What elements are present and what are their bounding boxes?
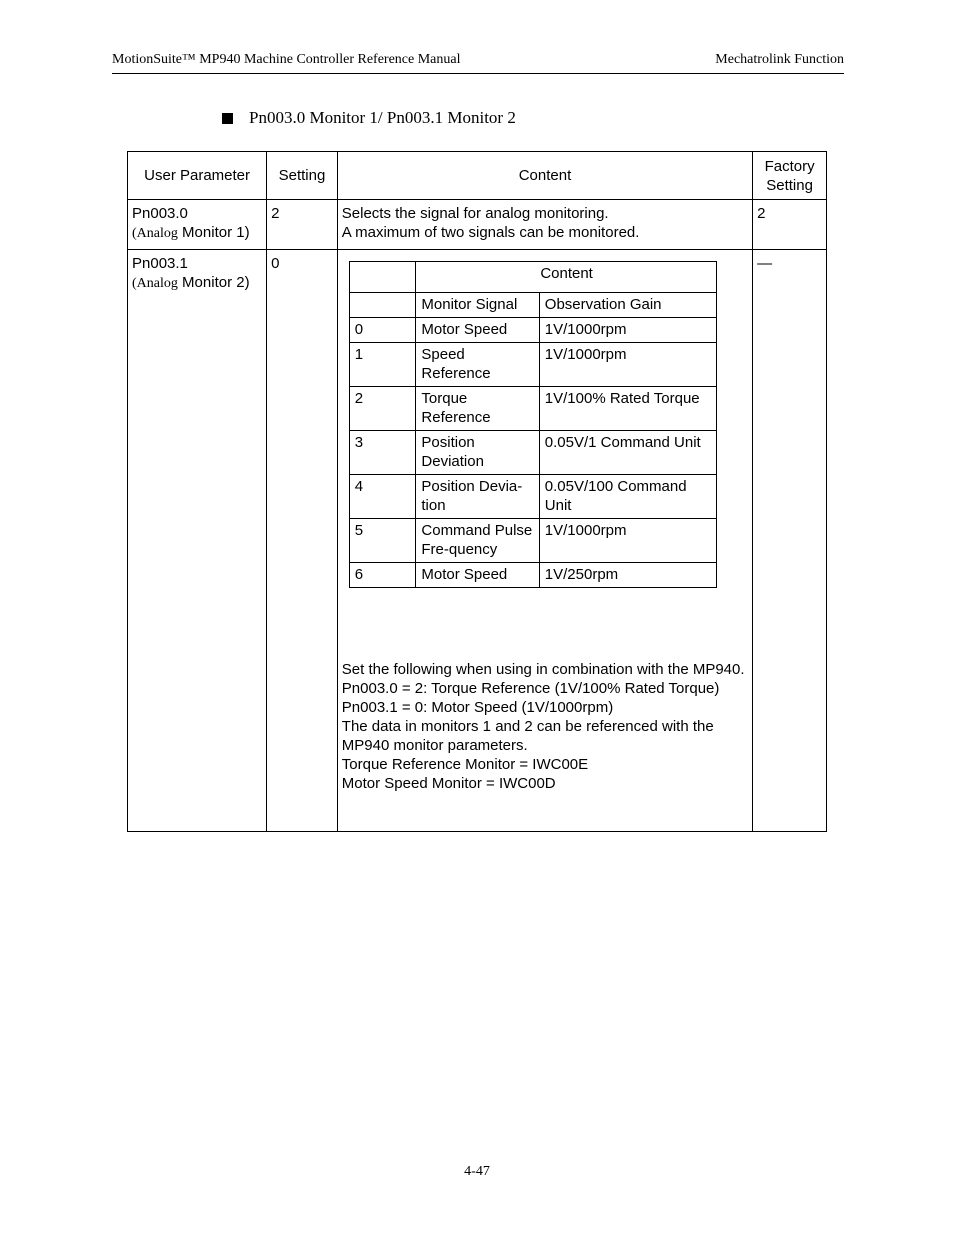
note-line: Set the following when using in combination with the MP940.	[341, 661, 745, 678]
note-line: Pn003.1 = 0: Motor Speed (1V/1000rpm)	[341, 699, 614, 716]
page-number: 4-47	[464, 1164, 490, 1179]
square-bullet-icon	[222, 113, 233, 124]
note-line: Motor Speed Monitor = IWC00D	[341, 775, 556, 792]
section-title-text: Pn003.0 Monitor 1/ Pn003.1 Monitor 2	[249, 108, 516, 127]
note-line: Pn003.0 = 2: Torque Reference (1V/100% Rated Torque)	[341, 680, 720, 697]
inner-subheader-row	[349, 293, 716, 318]
param-name: Pn003.0	[132, 205, 188, 222]
page-header	[112, 52, 844, 74]
table-row	[128, 250, 827, 832]
param-name: Pn003.1	[132, 255, 188, 272]
setting-cell: 2	[267, 200, 338, 250]
table-header-row	[128, 152, 827, 200]
inner-col-header	[349, 293, 416, 318]
param-cell	[128, 250, 267, 832]
section-title	[222, 108, 516, 128]
header-factory-setting: Factory Setting	[753, 152, 827, 200]
manual-title: MotionSuite™ MP940 Machine Controller Reference Manual	[112, 52, 461, 67]
inner-header-row	[349, 262, 716, 293]
usage-notes	[342, 660, 748, 793]
factory-cell: 2	[753, 200, 827, 250]
inner-row: 1 Speed Reference 1V/1000rpm	[349, 343, 716, 387]
inner-row: 3 Position Deviation 0.05V/1 Command Unit	[349, 431, 716, 475]
inner-row: 0 Motor Speed 1V/1000rpm	[349, 318, 716, 343]
inner-row: 5 Command Pulse Fre-quency 1V/1000rpm	[349, 519, 716, 563]
content-cell	[337, 250, 752, 832]
inner-row: 6 Motor Speed 1V/250rpm	[349, 563, 716, 588]
inner-col-header: Monitor Signal	[416, 293, 539, 318]
inner-header-content: Content	[416, 262, 716, 293]
note-line: Torque Reference Monitor = IWC00E	[341, 756, 589, 773]
factory-cell: —	[753, 250, 827, 832]
param-cell	[128, 200, 267, 250]
header-setting: Setting	[267, 152, 338, 200]
header-user-parameter: User Parameter	[128, 152, 267, 200]
inner-row: 2 Torque Reference 1V/100% Rated Torque	[349, 387, 716, 431]
parameter-table	[127, 151, 827, 832]
content-line: A maximum of two signals can be monitored.	[341, 224, 640, 241]
inner-col-header: Observation Gain	[539, 293, 716, 318]
table-row	[128, 200, 827, 250]
monitor-signal-table	[349, 261, 717, 588]
content-line: Selects the signal for analog monitoring.	[341, 205, 609, 222]
param-subtitle: (Analog Monitor 2)	[132, 274, 250, 291]
header-content: Content	[337, 152, 752, 200]
inner-row: 4 Position Devia-tion 0.05V/100 Command Unit	[349, 475, 716, 519]
note-line: The data in monitors 1 and 2 can be referenced with the MP940 monitor parameters.	[341, 718, 714, 754]
setting-cell: 0	[267, 250, 338, 832]
chapter-title: Mechatrolink Function	[715, 52, 844, 67]
content-cell	[337, 200, 752, 250]
param-subtitle: (Analog Monitor 1)	[132, 224, 250, 241]
